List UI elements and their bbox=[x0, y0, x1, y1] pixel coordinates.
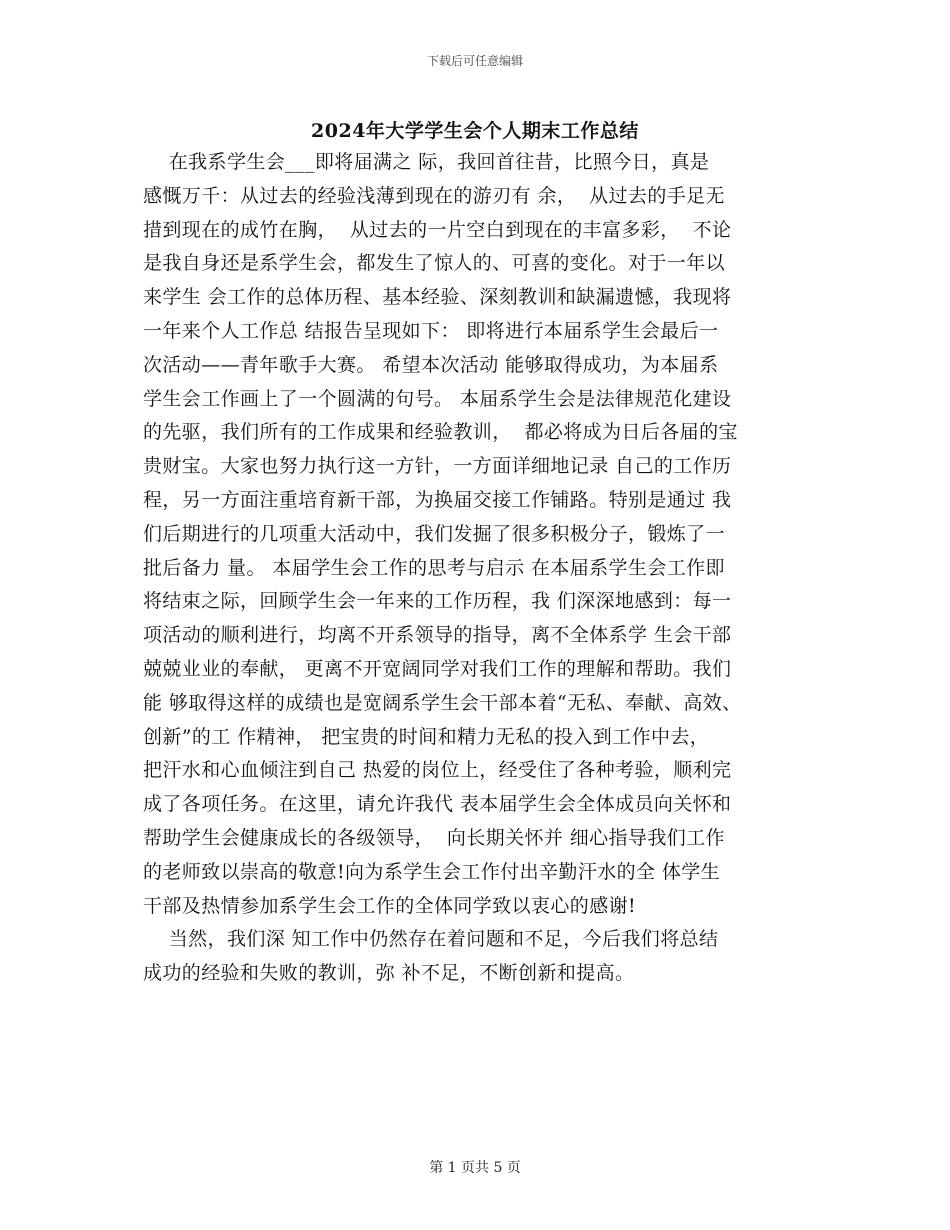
body-line: 批后备力 量。 本届学生会工作的思考与启示 在本届系学生会工作即 bbox=[143, 556, 725, 579]
body-line: 把汗水和心血倾注到自己 热爱的岗位上，经受住了各种考验，顺利完 bbox=[143, 759, 732, 782]
body-line: 们后期进行的几项重大活动中，我们发掘了很多积极分子，锻炼了一 bbox=[143, 522, 726, 545]
body-line: 成功的经验和失败的教训，弥 补不足，不断创新和提高。 bbox=[143, 962, 635, 985]
body-line: 学生会工作画上了一个圆满的句号。 本届系学生会是法律规范化建设 bbox=[143, 387, 732, 410]
document-title: 2024年大学学生会个人期末工作总结 bbox=[311, 120, 639, 142]
body-line: 创新”的工 作精神， 把宝贵的时间和精力无私的投入到工作中去， bbox=[143, 725, 710, 748]
body-line: 的老师致以崇高的敬意!向为系学生会工作付出辛勤汗水的全 体学生 bbox=[143, 860, 721, 883]
header-note: 下载后可任意编辑 bbox=[426, 54, 523, 68]
body-line: 干部及热情参加系学生会工作的全体同学致以衷心的感谢! bbox=[143, 894, 637, 917]
page-footer: 第 1 页共 5 页 bbox=[429, 1160, 521, 1176]
body-line: 次活动——青年歌手大赛。 希望本次活动 能够取得成功，为本届系 bbox=[143, 353, 719, 376]
body-line: 帮助学生会健康成长的各级领导， 向长期关怀并 细心指导我们工作 bbox=[143, 826, 725, 849]
body-line: 成了各项任务。在这里，请允许我代 表本届学生会全体成员向关怀和 bbox=[143, 793, 732, 816]
body-line: 兢兢业业的奉献， 更离不开宽阔同学对我们工作的理解和帮助。我们 bbox=[143, 657, 732, 680]
body-line: 项活动的顺利进行，均离不开系领导的指导，离不全体系学 生会干部 bbox=[143, 624, 732, 647]
body-line: 将结束之际，回顾学生会一年来的工作历程，我 们深深地感到：每一 bbox=[143, 590, 732, 613]
body-line: 的先驱，我们所有的工作成果和经验教训， 都必将成为日后各届的宝 bbox=[143, 421, 738, 444]
body-line: 措到现在的成竹在胸， 从过去的一片空白到现在的丰富多彩， 不论 bbox=[143, 218, 732, 241]
body-line: 是我自身还是系学生会，都发生了惊人的、可喜的变化。对于一年以 bbox=[143, 252, 726, 275]
body-line: 程，另一方面注重培育新干部，为换届交接工作铺路。特别是通过 我 bbox=[143, 488, 732, 511]
body-line: 能 够取得这样的成绩也是宽阔系学生会干部本着“无私、奉献、高效、 bbox=[143, 691, 742, 714]
body-line: 感慨万千：从过去的经验浅薄到现在的游刃有 余， 从过去的手足无 bbox=[143, 184, 725, 207]
document-body bbox=[143, 146, 813, 991]
body-line: 当然，我们深 知工作中仍然存在着问题和不足，今后我们将总结 bbox=[143, 928, 719, 951]
body-line: 来学生 会工作的总体历程、基本经验、深刻教训和缺漏遗憾，我现将 bbox=[143, 286, 732, 309]
body-line: 在我系学生会___即将届满之 际，我回首往昔，比照今日，真是 bbox=[143, 151, 710, 173]
body-line: 一年来个人工作总 结报告呈现如下： 即将进行本届系学生会最后一 bbox=[143, 319, 719, 342]
body-line: 贵财宝。大家也努力执行这一方针，一方面详细地记录 自己的工作历 bbox=[143, 455, 732, 478]
